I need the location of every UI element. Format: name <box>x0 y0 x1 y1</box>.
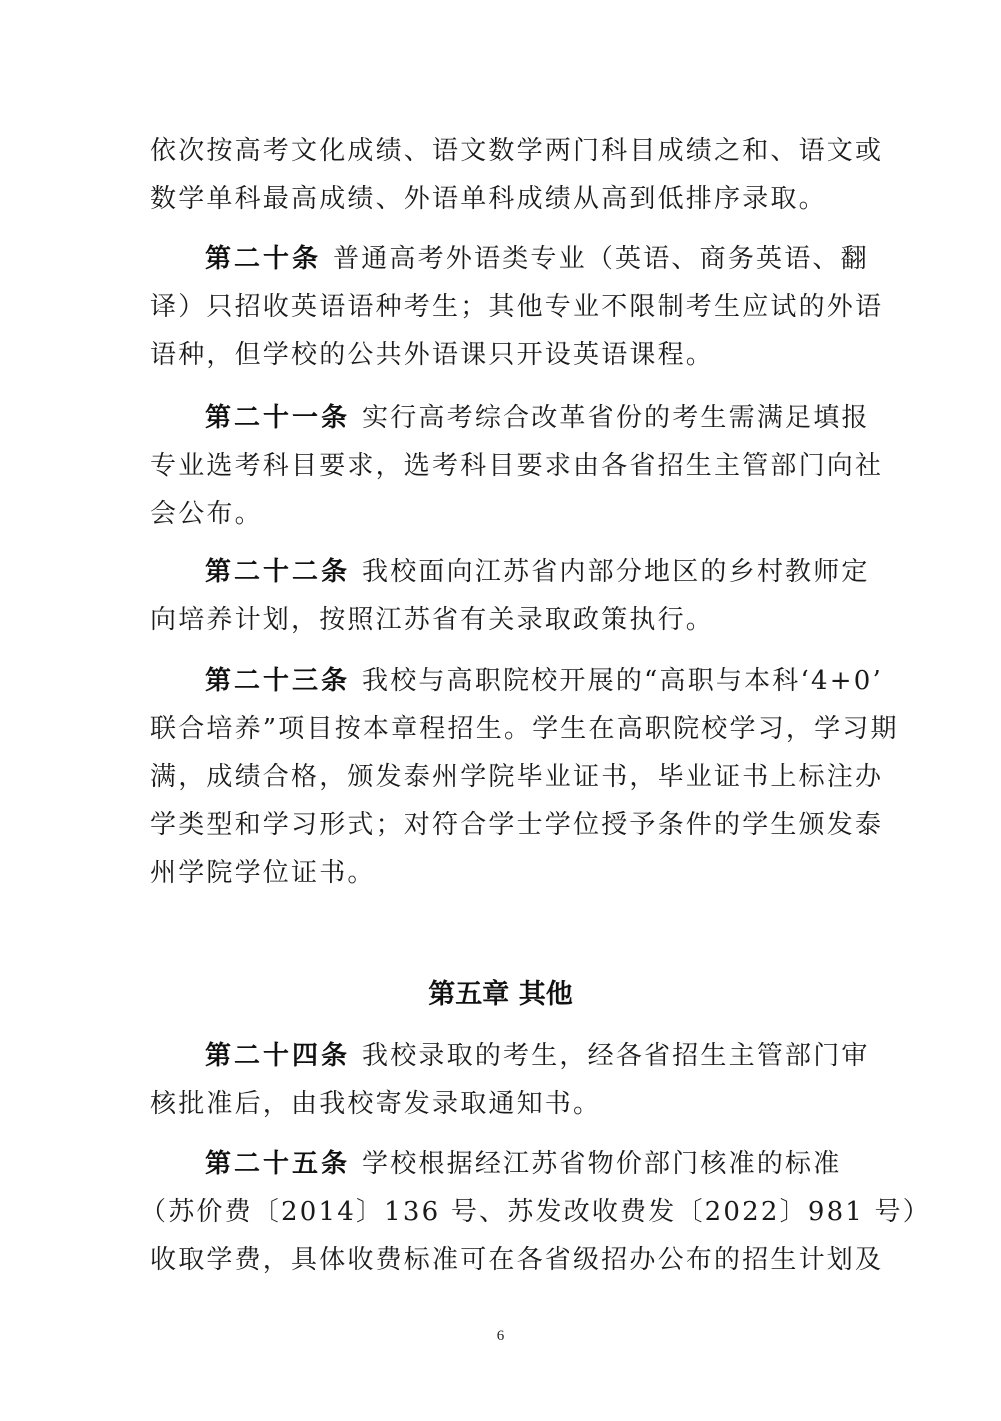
chapter-title: 第五章 其他 <box>428 979 573 1010</box>
article-label: 第二十三条 <box>205 666 351 696</box>
article-text: 学校根据经江苏省物价部门核准的标准 <box>362 1149 842 1179</box>
article-label: 第二十四条 <box>205 1041 351 1071</box>
text-line: 核批准后，由我校寄发录取通知书。 <box>150 1089 602 1119</box>
page-number: 6 <box>496 1328 505 1344</box>
article-label: 第二十二条 <box>205 557 351 587</box>
article-text: 我校录取的考生，经各省招生主管部门审 <box>362 1041 870 1071</box>
text-line: 会公布。 <box>150 499 263 529</box>
text-line: 语种，但学校的公共外语课只开设英语课程。 <box>150 340 715 370</box>
article-label: 第二十一条 <box>205 403 351 433</box>
text-line: 依次按高考文化成绩、语文数学两门科目成绩之和、语文或 <box>150 136 884 166</box>
article-22-first-line <box>205 556 870 588</box>
article-24-first-line <box>205 1040 870 1072</box>
text-line: 专业选考科目要求，选考科目要求由各省招生主管部门向社 <box>150 451 884 481</box>
article-25-first-line <box>205 1148 860 1180</box>
text-line: 学类型和学习形式；对符合学士学位授予条件的学生颁发泰 <box>150 810 884 840</box>
article-text: 普通高考外语类专业（英语、商务英语、翻 <box>333 244 869 274</box>
article-20-first-line <box>205 243 869 275</box>
text-line: 满，成绩合格，颁发泰州学院毕业证书，毕业证书上标注办 <box>150 762 884 792</box>
article-text: 我校面向江苏省内部分地区的乡村教师定 <box>362 557 870 587</box>
article-21-first-line <box>205 402 870 434</box>
text-line: 联合培养”项目按本章程招生。学生在高职院校学习，学习期 <box>150 714 899 744</box>
text-line: 向培养计划，按照江苏省有关录取政策执行。 <box>150 605 715 635</box>
article-text: 实行高考综合改革省份的考生需满足填报 <box>362 403 870 433</box>
text-line: 译）只招收英语语种考生；其他专业不限制考生应试的外语 <box>150 292 884 322</box>
text-line: 收取学费，具体收费标准可在各省级招办公布的招生计划及 <box>150 1245 884 1275</box>
article-label: 第二十条 <box>205 244 322 274</box>
article-label: 第二十五条 <box>205 1149 351 1179</box>
text-line: （苏价费〔2014〕136 号、苏发改收费发〔2022〕981 号） <box>140 1197 931 1227</box>
text-line: 数学单科最高成绩、外语单科成绩从高到低排序录取。 <box>150 184 827 214</box>
article-23-first-line <box>205 665 883 697</box>
text-line: 州学院学位证书。 <box>150 858 376 888</box>
article-text: 我校与高职院校开展的“高职与本科‘4+0’ <box>362 666 883 696</box>
